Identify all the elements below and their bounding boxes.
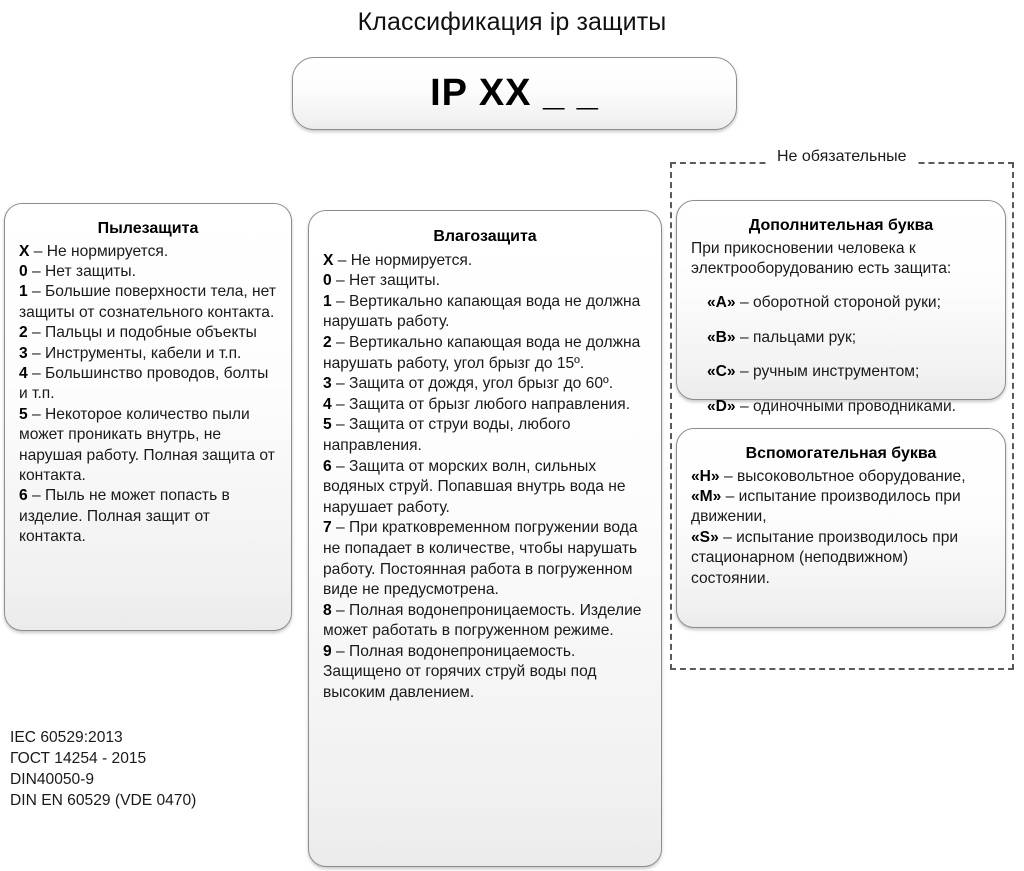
- entry-key: 4: [19, 365, 28, 383]
- list-item: [19, 405, 277, 487]
- entry-key: 5: [323, 416, 332, 434]
- list-item: [323, 415, 647, 456]
- card-dust-title: Пылезащита: [97, 220, 199, 237]
- entry-key: 6: [323, 457, 332, 475]
- entry-key: 8: [323, 601, 332, 619]
- list-item: [691, 528, 991, 589]
- card-additional-letter-body: [691, 239, 991, 417]
- list-item: [323, 601, 647, 642]
- entry-text: – Большинство проводов, болты и т.п.: [19, 365, 269, 403]
- entry-text: – оборотной стороной руки;: [735, 294, 941, 312]
- entry-text: – Полная водонепроницаемость. Изделие может работать в погруженном режиме.: [323, 601, 642, 640]
- card-dust-body: [19, 242, 277, 548]
- entry-text: – Пальцы и подобные объекты: [27, 324, 257, 342]
- ip-code-text: IP XX _ _: [430, 72, 599, 114]
- card-dust-protection: [4, 203, 292, 631]
- additional-letter-intro: При прикосновении человека к электрооборудованию есть защита:: [691, 239, 952, 277]
- entry-text: – Большие поверхности тела, нет защиты от сознательного контакта.: [19, 283, 276, 321]
- entry-key: «M»: [691, 488, 722, 505]
- entry-key: 0: [323, 272, 332, 290]
- standards-item: DIN40050-9: [10, 771, 95, 788]
- list-item: [323, 518, 647, 600]
- list-item: [323, 374, 647, 395]
- entry-key: 5: [19, 405, 28, 423]
- entry-key: «C»: [707, 363, 736, 381]
- entry-text: – При кратковременном погружении вода не попадает в количестве, чтобы нарушать работу. Постоянная работа в погруженном виде не предусмотрена.: [323, 519, 638, 599]
- card-auxiliary-letter: [676, 428, 1006, 628]
- entry-text: – Защита от брызг любого направления.: [331, 395, 631, 413]
- list-item: [323, 457, 647, 519]
- entry-text: – Инструменты, кабели и т.п.: [27, 344, 242, 362]
- entry-key: X: [19, 242, 30, 260]
- card-auxiliary-letter-body: [691, 467, 991, 589]
- list-item: [323, 642, 647, 704]
- entry-key: 6: [19, 487, 28, 505]
- entry-key: 7: [323, 519, 332, 537]
- entry-text: – Некоторое количество пыли может проникать внутрь, не нарушая работу. Полная защита от контакта.: [19, 405, 275, 485]
- entry-key: 3: [19, 344, 28, 362]
- entry-text: – Нет защиты.: [27, 263, 136, 280]
- list-item: [19, 323, 277, 343]
- entry-key: «S»: [691, 528, 719, 546]
- entry-key: 1: [323, 292, 332, 310]
- list-item: [19, 364, 277, 405]
- entry-key: X: [323, 251, 334, 269]
- list-item: [691, 362, 991, 382]
- page-title: Классификация ip защиты: [357, 8, 667, 36]
- entry-key: «H»: [691, 467, 720, 485]
- card-additional-letter-title: Дополнительная буква: [748, 217, 934, 234]
- list-item: [19, 262, 277, 282]
- standards-item: IEC 60529:2013: [10, 729, 123, 746]
- entry-text: – Нет защиты.: [331, 272, 440, 290]
- entry-key: «D»: [707, 397, 736, 415]
- entry-key: 9: [323, 642, 332, 660]
- list-item: [691, 328, 991, 348]
- card-water-title: Влагозащита: [433, 228, 537, 245]
- list-item: [691, 293, 991, 313]
- entry-text: – Защита от морских волн, сильных водяных струй. Попавшая внутрь вода не нарушает работу.: [323, 457, 626, 516]
- entry-text: – Пыль не может попасть в изделие. Полная защит от контакта.: [19, 487, 230, 546]
- list-item: [323, 251, 647, 272]
- entry-key: 1: [19, 283, 28, 301]
- card-additional-letter: [676, 200, 1006, 415]
- entry-text: – пальцами рук;: [735, 328, 857, 346]
- entry-text: – Вертикально капающая вода не должна нарушать работу, угол брызг до 15º.: [323, 333, 641, 372]
- list-item: [323, 395, 647, 416]
- list-item: [19, 282, 277, 323]
- list-item: [691, 487, 991, 528]
- entry-text: – Защита от струи воды, любого направления.: [323, 416, 571, 454]
- standards-list: [10, 727, 196, 811]
- entry-text: – Не нормируется.: [333, 251, 473, 269]
- list-item: [19, 486, 277, 547]
- standards-item: ГОСТ 14254 - 2015: [10, 750, 147, 767]
- list-item: [323, 333, 647, 374]
- entry-key: «B»: [707, 328, 736, 346]
- entry-key: 4: [323, 395, 332, 413]
- list-item: [323, 292, 647, 333]
- list-item: [691, 397, 991, 417]
- list-item: [19, 242, 277, 262]
- entry-text: – одиночными проводниками.: [735, 397, 956, 415]
- entry-key: 2: [323, 333, 332, 351]
- optional-group-legend: Не обязательные: [768, 148, 916, 166]
- entry-text: – испытание производилось при движении,: [691, 488, 961, 526]
- entry-text: – Защита от дождя, угол брызг до 60º.: [331, 375, 614, 393]
- list-item: [19, 344, 277, 364]
- entry-text: – высоковольтное оборудование,: [719, 467, 966, 485]
- entry-key: 3: [323, 375, 332, 393]
- entry-text: – ручным инструментом;: [735, 363, 920, 381]
- card-auxiliary-letter-title: Вспомогательная буква: [745, 445, 937, 462]
- entry-text: – Полная водонепроницаемость. Защищено от горячих струй воды под высоким давлением.: [323, 642, 597, 702]
- entry-key: «A»: [707, 294, 736, 312]
- list-item: [323, 271, 647, 292]
- entry-text: – испытание производилось при стационарном (неподвижном) состоянии.: [691, 528, 959, 587]
- card-water-body: [323, 251, 647, 704]
- list-item: [691, 467, 991, 487]
- standards-item: DIN EN 60529 (VDE 0470): [10, 792, 197, 809]
- entry-key: 2: [19, 324, 28, 342]
- ip-code-banner: [292, 57, 737, 130]
- entry-text: – Не нормируется.: [29, 242, 169, 260]
- entry-text: – Вертикально капающая вода не должна нарушать работу.: [323, 292, 641, 331]
- card-water-protection: [308, 210, 662, 867]
- entry-key: 0: [19, 263, 28, 280]
